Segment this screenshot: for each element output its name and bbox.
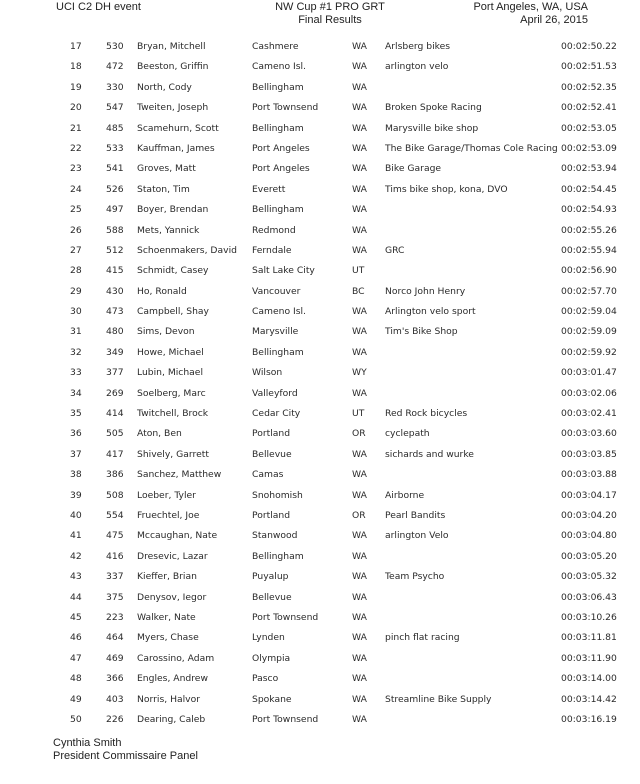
result-place: 18 [70, 61, 82, 73]
rider-team: The Bike Garage/Thomas Cole Racing [385, 142, 558, 154]
rider-team: Red Rock bicycles [385, 408, 468, 420]
rider-name: Sims, Devon [137, 326, 195, 338]
rider-state: OR [352, 428, 366, 440]
result-place: 34 [70, 387, 82, 399]
rider-state: WA [352, 693, 367, 705]
rider-city: Lynden [252, 632, 285, 644]
result-place: 25 [70, 204, 82, 216]
result-time: 00:03:05.20 [561, 550, 617, 562]
result-bib: 588 [106, 224, 124, 236]
rider-team: arlington velo [385, 61, 449, 73]
table-row [0, 465, 640, 485]
rider-state: WA [352, 142, 367, 154]
result-place: 45 [70, 611, 82, 623]
rider-name: Schmidt, Casey [137, 265, 209, 277]
rider-name: Scamehurn, Scott [137, 122, 219, 134]
signatory-name: Cynthia Smith [53, 737, 122, 749]
rider-team: Bike Garage [385, 163, 442, 175]
result-place: 37 [70, 448, 82, 460]
rider-state: WA [352, 550, 367, 562]
rider-city: Bellevue [252, 448, 292, 460]
result-time: 00:03:03.85 [561, 448, 617, 460]
result-bib: 415 [106, 265, 124, 277]
result-bib: 505 [106, 428, 124, 440]
result-place: 28 [70, 265, 82, 277]
table-row [0, 119, 640, 139]
rider-team: GRC [385, 244, 405, 256]
table-row [0, 445, 640, 465]
result-time: 00:02:59.04 [561, 306, 617, 318]
rider-state: WA [352, 571, 367, 583]
rider-city: Bellingham [252, 204, 304, 216]
header-right [473, 1, 588, 27]
table-row [0, 282, 640, 302]
rider-city: Cameno Isl. [252, 306, 306, 318]
rider-state: BC [352, 285, 365, 297]
table-row [0, 649, 640, 669]
rider-name: North, Cody [137, 81, 192, 93]
rider-state: WA [352, 41, 367, 52]
result-bib: 403 [106, 693, 124, 705]
result-bib: 512 [106, 244, 124, 256]
result-time: 00:03:04.80 [561, 530, 617, 542]
result-bib: 533 [106, 142, 124, 154]
result-bib: 414 [106, 408, 124, 420]
rider-name: Fruechtel, Joe [137, 509, 200, 521]
signatory-role: President Commissaire Panel [53, 750, 198, 762]
table-row [0, 200, 640, 220]
rider-name: Twitchell, Brock [137, 408, 209, 420]
result-place: 48 [70, 673, 82, 685]
result-bib: 473 [106, 306, 124, 318]
table-row [0, 363, 640, 383]
event-date: April 26, 2015 [520, 14, 588, 26]
table-row [0, 78, 640, 98]
rider-name: Shively, Garrett [137, 448, 209, 460]
rider-city: Salt Lake City [252, 265, 315, 277]
result-time: 00:03:14.00 [561, 673, 617, 685]
rider-name: Denysov, Iegor [137, 591, 207, 603]
rider-name: Engles, Andrew [137, 673, 208, 685]
rider-city: Valleyford [252, 387, 298, 399]
rider-state: WA [352, 469, 367, 481]
result-bib: 526 [106, 183, 124, 195]
table-row [0, 302, 640, 322]
rider-state: WA [352, 346, 367, 358]
rider-name: Mets, Yannick [137, 224, 200, 236]
result-place: 43 [70, 571, 82, 583]
rider-city: Portland [252, 428, 291, 440]
rider-state: UT [352, 265, 365, 277]
result-place: 23 [70, 163, 82, 175]
result-place: 30 [70, 306, 82, 318]
result-time: 00:02:59.92 [561, 346, 617, 358]
result-bib: 547 [106, 102, 124, 114]
event-location: Port Angeles, WA, USA [473, 1, 588, 13]
rider-city: Bellevue [252, 591, 292, 603]
result-time: 00:03:11.90 [561, 652, 617, 664]
result-bib: 508 [106, 489, 124, 501]
result-place: 22 [70, 142, 82, 154]
rider-team: arlington Velo [385, 530, 449, 542]
rider-state: WA [352, 448, 367, 460]
result-bib: 554 [106, 509, 124, 521]
result-time: 00:02:57.70 [561, 285, 617, 297]
table-row [0, 608, 640, 628]
table-row [0, 98, 640, 118]
table-row [0, 486, 640, 506]
rider-name: Tweiten, Joseph [137, 102, 209, 114]
rider-name: Walker, Nate [137, 611, 196, 623]
result-time: 00:02:51.53 [561, 61, 617, 73]
result-time: 00:03:14.42 [561, 693, 617, 705]
results-table [0, 37, 640, 730]
result-bib: 497 [106, 204, 124, 216]
result-bib: 480 [106, 326, 124, 338]
rider-name: Beeston, Griffin [137, 61, 209, 73]
result-place: 20 [70, 102, 82, 114]
rider-name: Loeber, Tyler [137, 489, 196, 501]
table-row [0, 424, 640, 444]
result-bib: 337 [106, 571, 124, 583]
rider-city: Cedar City [252, 408, 301, 420]
table-row [0, 322, 640, 342]
rider-team: cyclepath [385, 428, 430, 440]
result-time: 00:02:59.09 [561, 326, 617, 338]
result-bib: 223 [106, 611, 124, 623]
result-place: 17 [70, 41, 82, 52]
rider-state: WA [352, 387, 367, 399]
rider-city: Bellingham [252, 550, 304, 562]
rider-name: Groves, Matt [137, 163, 196, 175]
footer-signature [53, 737, 198, 763]
document-subtitle: Final Results [298, 14, 362, 26]
result-place: 44 [70, 591, 82, 603]
result-place: 36 [70, 428, 82, 440]
table-row [0, 139, 640, 159]
header-center [230, 1, 430, 27]
rider-name: Boyer, Brendan [137, 204, 209, 216]
table-row [0, 180, 640, 200]
rider-state: WA [352, 489, 367, 501]
rider-name: Dearing, Caleb [137, 713, 206, 725]
result-time: 00:02:52.41 [561, 102, 617, 114]
rider-name: Howe, Michael [137, 346, 204, 358]
table-row [0, 159, 640, 179]
rider-city: Pasco [252, 673, 279, 685]
rider-name: Lubin, Michael [137, 367, 204, 379]
rider-team: Marysville bike shop [385, 122, 479, 134]
rider-city: Port Angeles [252, 163, 310, 175]
result-time: 00:02:54.45 [561, 183, 617, 195]
rider-state: WA [352, 713, 367, 725]
rider-state: WA [352, 163, 367, 175]
result-bib: 464 [106, 632, 124, 644]
rider-city: Vancouver [252, 285, 301, 297]
rider-team: Team Psycho [385, 571, 445, 583]
table-row [0, 37, 640, 57]
table-row [0, 343, 640, 363]
rider-city: Stanwood [252, 530, 298, 542]
result-time: 00:03:03.88 [561, 469, 617, 481]
result-place: 21 [70, 122, 82, 134]
rider-city: Everett [252, 183, 286, 195]
table-row [0, 710, 640, 730]
result-bib: 349 [106, 346, 124, 358]
rider-state: WY [352, 367, 367, 379]
rider-name: Campbell, Shay [137, 306, 209, 318]
result-bib: 366 [106, 673, 124, 685]
rider-name: Carossino, Adam [137, 652, 215, 664]
event-type: UCI C2 DH event [56, 1, 141, 13]
rider-city: Bellingham [252, 81, 304, 93]
result-place: 47 [70, 652, 82, 664]
rider-name: Soelberg, Marc [137, 387, 206, 399]
rider-name: Staton, Tim [137, 183, 190, 195]
rider-city: Snohomish [252, 489, 303, 501]
result-place: 38 [70, 469, 82, 481]
result-place: 41 [70, 530, 82, 542]
rider-team: Airborne [385, 489, 425, 501]
rider-state: WA [352, 611, 367, 623]
rider-name: Norris, Halvor [137, 693, 200, 705]
rider-state: WA [352, 204, 367, 216]
table-row [0, 261, 640, 281]
rider-team: sichards and wurke [385, 448, 474, 460]
result-place: 31 [70, 326, 82, 338]
result-time: 00:03:02.41 [561, 408, 617, 420]
rider-state: WA [352, 122, 367, 134]
rider-name: Bryan, Mitchell [137, 41, 206, 52]
result-time: 00:03:01.47 [561, 367, 617, 379]
rider-team: Arlsberg bikes [385, 41, 451, 52]
result-bib: 469 [106, 652, 124, 664]
result-bib: 485 [106, 122, 124, 134]
result-place: 19 [70, 81, 82, 93]
result-time: 00:03:06.43 [561, 591, 617, 603]
header-left [56, 1, 141, 14]
rider-city: Ferndale [252, 244, 292, 256]
rider-city: Bellingham [252, 346, 304, 358]
rider-state: WA [352, 61, 367, 73]
result-bib: 541 [106, 163, 124, 175]
result-time: 00:02:53.05 [561, 122, 617, 134]
rider-city: Olympia [252, 652, 291, 664]
rider-name: Ho, Ronald [137, 285, 187, 297]
result-bib: 416 [106, 550, 124, 562]
result-time: 00:02:56.90 [561, 265, 617, 277]
table-row [0, 628, 640, 648]
result-bib: 417 [106, 448, 124, 460]
result-time: 00:03:10.26 [561, 611, 617, 623]
rider-name: Aton, Ben [137, 428, 182, 440]
result-place: 50 [70, 713, 82, 725]
rider-state: WA [352, 224, 367, 236]
result-place: 39 [70, 489, 82, 501]
rider-city: Wilson [252, 367, 283, 379]
table-row [0, 221, 640, 241]
result-time: 00:02:55.94 [561, 244, 617, 256]
result-place: 29 [70, 285, 82, 297]
result-time: 00:03:02.06 [561, 387, 617, 399]
rider-state: OR [352, 509, 366, 521]
rider-city: Camas [252, 469, 284, 481]
table-row [0, 526, 640, 546]
rider-state: WA [352, 183, 367, 195]
rider-team: Tims bike shop, kona, DVO [385, 183, 508, 195]
table-row [0, 588, 640, 608]
result-time: 00:02:54.93 [561, 204, 617, 216]
rider-team: Pearl Bandits [385, 509, 446, 521]
result-time: 00:03:04.17 [561, 489, 617, 501]
rider-city: Port Townsend [252, 102, 319, 114]
rider-name: Mccaughan, Nate [137, 530, 218, 542]
result-time: 00:02:53.09 [561, 142, 617, 154]
rider-state: WA [352, 306, 367, 318]
result-time: 00:02:52.35 [561, 81, 617, 93]
result-place: 27 [70, 244, 82, 256]
rider-state: WA [352, 244, 367, 256]
result-place: 49 [70, 693, 82, 705]
rider-state: WA [352, 81, 367, 93]
result-time: 00:02:53.94 [561, 163, 617, 175]
table-row [0, 669, 640, 689]
result-bib: 472 [106, 61, 124, 73]
rider-state: WA [352, 326, 367, 338]
rider-city: Port Townsend [252, 611, 319, 623]
rider-state: WA [352, 591, 367, 603]
rider-team: Arlington velo sport [385, 306, 476, 318]
result-time: 00:02:55.26 [561, 224, 617, 236]
rider-city: Port Angeles [252, 142, 310, 154]
rider-city: Cameno Isl. [252, 61, 306, 73]
rider-team: pinch flat racing [385, 632, 460, 644]
result-bib: 430 [106, 285, 124, 297]
rider-team: Norco John Henry [385, 285, 466, 297]
result-bib: 375 [106, 591, 124, 603]
result-time: 00:03:04.20 [561, 509, 617, 521]
rider-city: Cashmere [252, 41, 299, 52]
rider-name: Dresevic, Lazar [137, 550, 208, 562]
table-row [0, 57, 640, 77]
rider-city: Puyalup [252, 571, 289, 583]
rider-name: Kieffer, Brian [137, 571, 197, 583]
table-row [0, 241, 640, 261]
result-place: 35 [70, 408, 82, 420]
result-time: 00:03:05.32 [561, 571, 617, 583]
result-time: 00:03:03.60 [561, 428, 617, 440]
result-place: 40 [70, 509, 82, 521]
rider-city: Bellingham [252, 122, 304, 134]
table-row [0, 547, 640, 567]
rider-state: WA [352, 102, 367, 114]
result-place: 24 [70, 183, 82, 195]
rider-team: Broken Spoke Racing [385, 102, 482, 114]
result-bib: 330 [106, 81, 124, 93]
rider-city: Redmond [252, 224, 296, 236]
rider-state: UT [352, 408, 365, 420]
result-place: 42 [70, 550, 82, 562]
table-row [0, 384, 640, 404]
result-place: 32 [70, 346, 82, 358]
rider-city: Portland [252, 509, 291, 521]
rider-state: WA [352, 652, 367, 664]
rider-city: Spokane [252, 693, 292, 705]
result-bib: 226 [106, 713, 124, 725]
result-time: 00:02:50.22 [561, 41, 617, 52]
rider-city: Marysville [252, 326, 299, 338]
result-bib: 269 [106, 387, 124, 399]
rider-team: Streamline Bike Supply [385, 693, 492, 705]
rider-state: WA [352, 673, 367, 685]
rider-state: WA [352, 530, 367, 542]
rider-name: Kauffman, James [137, 142, 215, 154]
event-name: NW Cup #1 PRO GRT [275, 1, 385, 13]
rider-name: Schoenmakers, David [137, 244, 237, 256]
rider-city: Port Townsend [252, 713, 319, 725]
result-place: 46 [70, 632, 82, 644]
table-row [0, 690, 640, 710]
rider-name: Sanchez, Matthew [137, 469, 222, 481]
result-place: 33 [70, 367, 82, 379]
result-time: 00:03:11.81 [561, 632, 617, 644]
result-bib: 377 [106, 367, 124, 379]
rider-name: Myers, Chase [137, 632, 199, 644]
rider-team: Tim's Bike Shop [385, 326, 458, 338]
result-bib: 475 [106, 530, 124, 542]
table-row [0, 567, 640, 587]
rider-state: WA [352, 632, 367, 644]
table-row [0, 506, 640, 526]
result-bib: 530 [106, 41, 124, 52]
result-time: 00:03:16.19 [561, 713, 617, 725]
result-bib: 386 [106, 469, 124, 481]
result-place: 26 [70, 224, 82, 236]
table-row [0, 404, 640, 424]
